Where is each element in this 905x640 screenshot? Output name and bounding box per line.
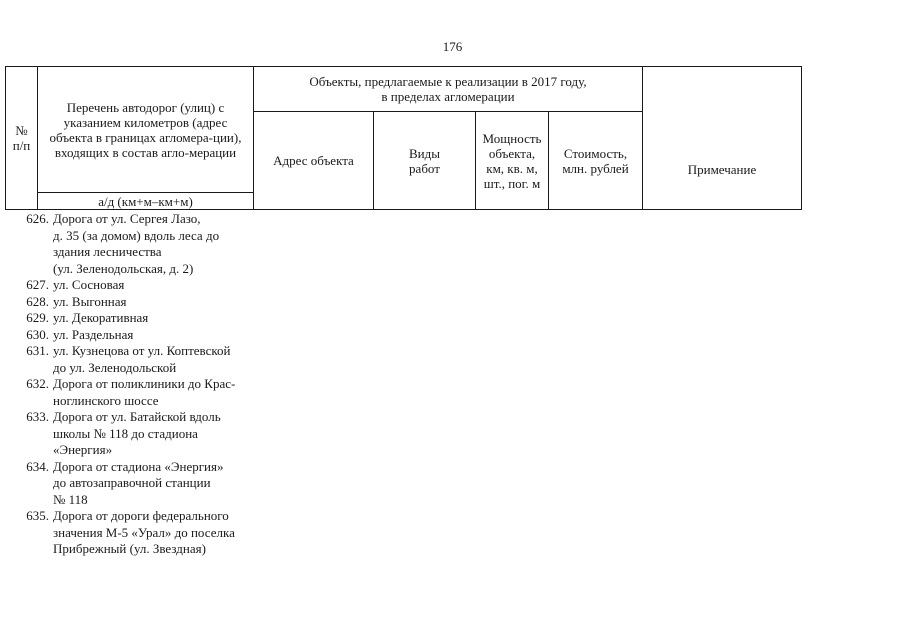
item-road-name: ул. Кузнецова от ул. Коптевской до ул. Зеленодольской (53, 343, 231, 375)
item-number: 627. (26, 277, 49, 292)
header-table (5, 66, 802, 210)
item-road-name: ул. Сосновая (53, 277, 125, 292)
header-num: № п/п (6, 67, 38, 210)
header-cost: Стоимость, млн. рублей (549, 112, 643, 210)
road-list (0, 211, 905, 558)
list-item (0, 327, 905, 344)
header-capacity: Мощность объекта, км, кв. м, шт., пог. м (476, 112, 549, 210)
list-item (0, 277, 905, 294)
item-number: 634. (26, 458, 49, 474)
item-road-name: ул. Выгонная (53, 293, 127, 309)
list-item (0, 343, 905, 376)
list-item (0, 211, 905, 277)
item-number: 630. (26, 326, 49, 342)
item-road-name: Дорога от ул. Батайской вдоль школы № 118 до стадиона «Энергия» (53, 409, 221, 457)
item-number: 632. (26, 376, 49, 391)
item-road-name: Дорога от стадиона «Энергия» до автозаправочной станции № 118 (53, 458, 224, 507)
item-number: 628. (26, 293, 49, 309)
item-number: 635. (26, 508, 49, 523)
list-item (0, 376, 905, 409)
list-item (0, 310, 905, 327)
page-number: 176 (442, 39, 463, 54)
header-roads-list: Перечень автодорог (улиц) с указанием километров (адрес объекта в границах агломера-ции), входящих в состав агло-мерации (38, 67, 254, 193)
item-number: 629. (26, 310, 49, 325)
item-number: 631. (26, 343, 49, 358)
header-work-types: Виды работ (374, 112, 476, 210)
list-item (0, 508, 905, 558)
list-item (0, 409, 905, 459)
item-road-name: Дорога от дороги федерального значения М-5 «Урал» до поселка Прибрежный (ул. Звездная) (53, 508, 235, 556)
item-road-name: Дорога от ул. Сергея Лазо, д. 35 (за домом) вдоль леса до здания лесничества (ул. Зеленодольская, д. 2) (53, 211, 220, 276)
list-item (0, 459, 905, 509)
item-number: 626. (26, 211, 49, 226)
item-number: 633. (26, 409, 49, 424)
header-roads-sub: а/д (км+м–км+м) (38, 193, 254, 210)
item-road-name: Дорога от поликлиники до Крас- ноглинского шоссе (53, 376, 236, 408)
header-address: Адрес объекта (254, 112, 374, 210)
item-road-name: ул. Декоративная (53, 310, 149, 325)
header-note: Примечание (643, 67, 802, 210)
item-road-name: ул. Раздельная (53, 326, 134, 342)
header-objects-group: Объекты, предлагаемые к реализации в 2017 году, в пределах агломерации (254, 67, 643, 112)
list-item (0, 294, 905, 311)
